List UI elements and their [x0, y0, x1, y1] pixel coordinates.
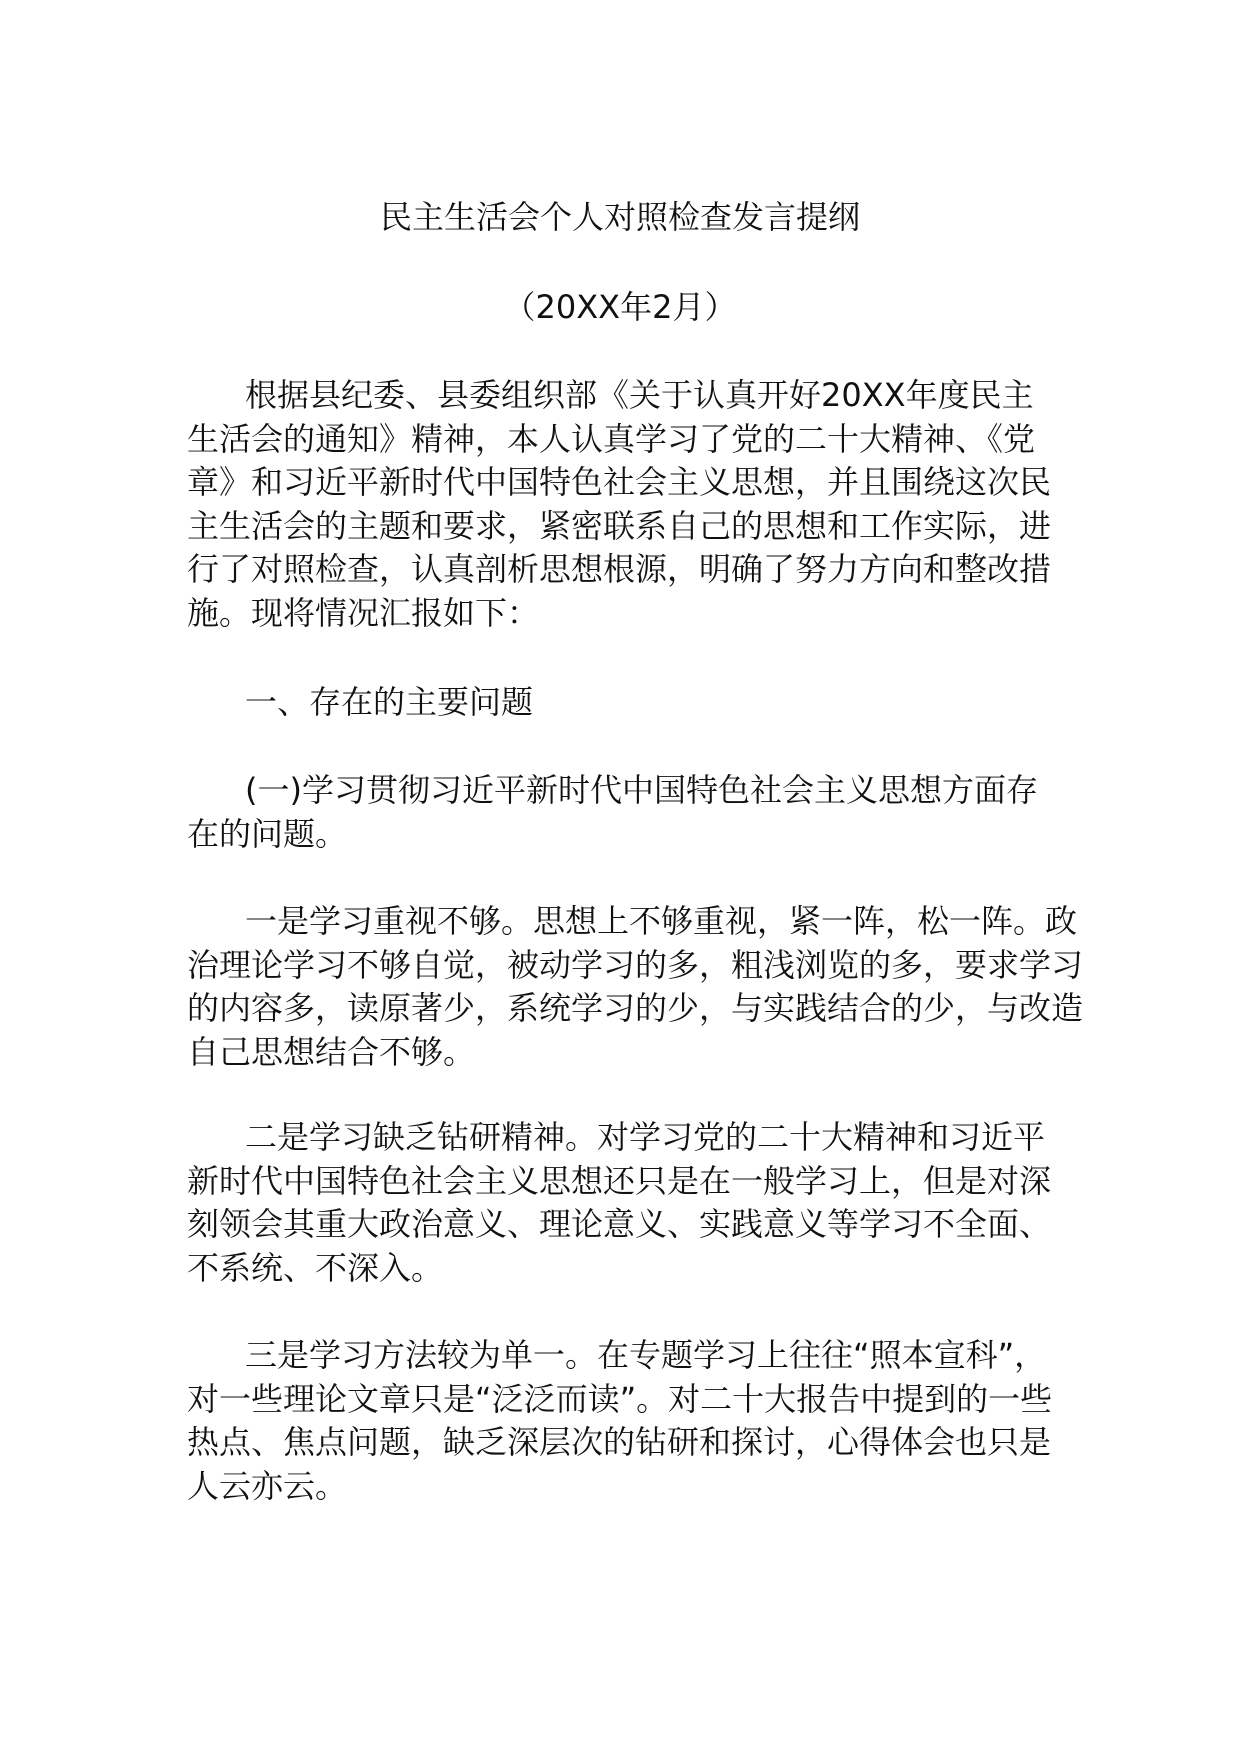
document-date: （20XX年2月） — [503, 288, 737, 326]
point-paragraph-2: 二是学习缺乏钻研精神。对学习党的二十大精神和习近平新时代中国特色社会主义思想还只是在一般学习上，但是对深刻领会其重大政治意义、理论意义、实践意义等学习不全面、不系统、不深入。 — [187, 1118, 1052, 1287]
section-heading-main-problems: 一、存在的主要问题 — [245, 683, 534, 721]
point-paragraph-3: 三是学习方法较为单一。在专题学习上往往“照本宣科”，对一些理论文章只是“泛泛而读”。对二十大报告中提到的一些热点、焦点问题，缺乏深层次的钻研和探讨，心得体会也只是人云亦云。 — [187, 1336, 1053, 1505]
point-paragraph-1: 一是学习重视不够。思想上不够重视，紧一阵，松一阵。政治理论学习不够自觉，被动学习的多，粗浅浏览的多，要求学习的内容多，读原著少，系统学习的少，与实践结合的少，与改造自己思想结合不够。 — [187, 902, 1084, 1071]
intro-paragraph: 根据县纪委、县委组织部《关于认真开好20XX年度民主生活会的通知》精神，本人认真学习了党的二十大精神、《党章》和习近平新时代中国特色社会主义思想，并且围绕这次民主生活会的主题和要求，紧密联系自己的思想和工作实际，进行了对照检查，认真剖析思想根源，明确了努力方向和整改措施。现将情况汇报如下： — [187, 376, 1052, 632]
subsection-heading-study-problems: (一)学习贯彻习近平新时代中国特色社会主义思想方面存在的问题。 — [187, 771, 1038, 853]
document-title: 民主生活会个人对照检查发言提纲 — [379, 198, 860, 236]
